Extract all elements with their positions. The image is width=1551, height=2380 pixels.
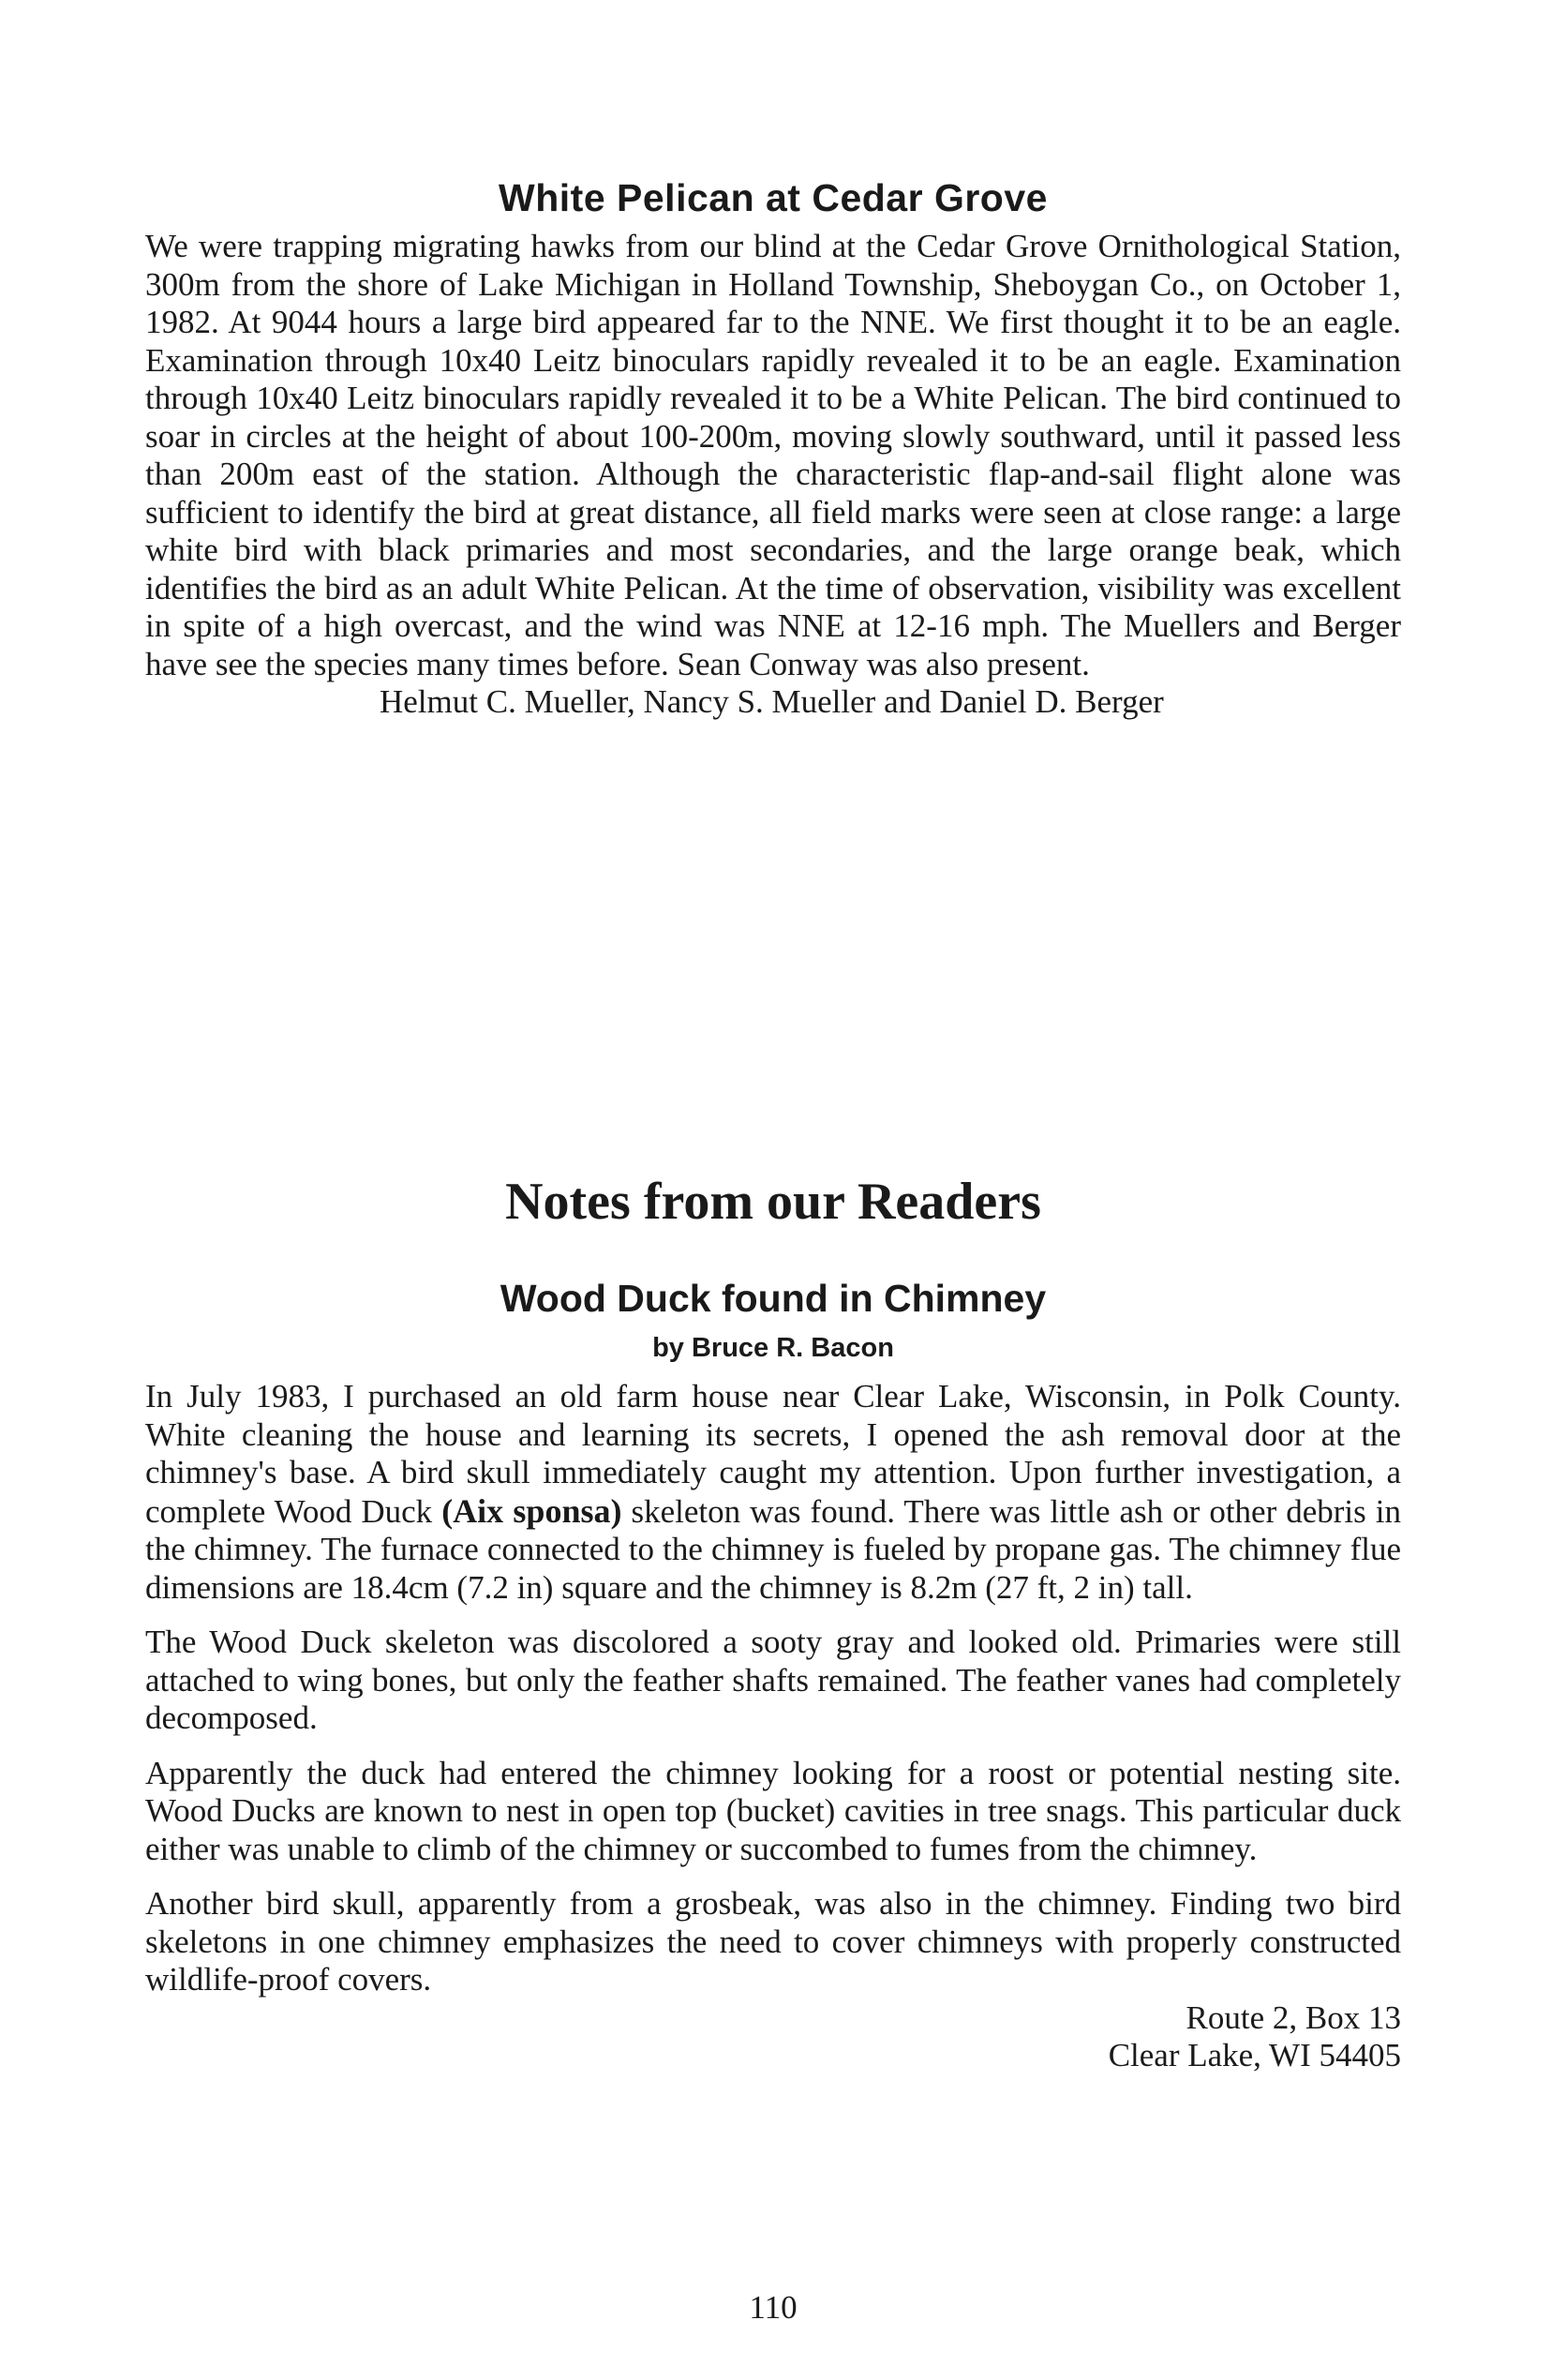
article-title-wood-duck: Wood Duck found in Chimney bbox=[500, 1277, 1047, 1320]
paragraph-1-text-start: In July 1983, I purchased an old farm house near Clear Lake, Wisconsin, in Polk County. White cleaning the house and learning its secrets, I opened the ash removal door at the chimney's base. A bird skull immediately caught my attention. Upon further investigation, a complete Wood Duck bbox=[145, 1378, 1401, 1530]
document-page bbox=[145, 0, 1401, 2380]
species-name: (Aix sponsa) bbox=[441, 1491, 622, 1530]
article-wood-duck bbox=[145, 1378, 1401, 2075]
article-body-white-pelican: We were trapping migrating hawks from our blind at the Cedar Grove Ornithological Station, 300m from the shore of Lake Michigan in Holland Township, Sheboygan Co., on October 1, 1982. At 9044 hours a large bird appeared far to the NNE. We first thought it to be an eagle. Examination through 10x40 Leitz binoculars rapidly revealed it to be an eagle. Examination through 10x40 Leitz binoculars rapidly revealed it to be a White Pelican. The bird continued to soar in circles at the height of about 100-200m, moving slowly southward, until it passed less than 200m east of the station. Although the characteristic flap-and-sail flight alone was sufficient to identify the bird at great distance, all field marks were seen at close range: a large white bird with black primaries and most secondaries, and the large orange beak, which identifies the bird as an adult White Pelican. At the time of observation, visibility was excellent in spite of a high overcast, and the wind was NNE at 12-16 mph. The Muellers and Berger have see the species many times before. Sean Conway was also present. bbox=[145, 228, 1401, 682]
article-title-white-pelican: White Pelican at Cedar Grove bbox=[499, 176, 1048, 219]
article-paragraph-1 bbox=[145, 1378, 1401, 1607]
article-signature: Helmut C. Mueller, Nancy S. Mueller and Daniel D. Berger bbox=[380, 683, 1164, 720]
article-byline: by Bruce R. Bacon bbox=[652, 1333, 894, 1363]
article-paragraph-2: The Wood Duck skeleton was discolored a sooty gray and looked old. Primaries were still attached to wing bones, but only the feather shafts remained. The feather vanes had completely decomposed. bbox=[145, 1624, 1401, 1736]
page-number: 110 bbox=[749, 2289, 798, 2326]
paragraph-1-text-end: skeleton was found. There was little ash or other debris in the chimney. The furnace connected to the chimney is fueled by propane gas. The chimney flue dimensions are 18.4cm (7.2 in) square and the chimney is 8.2m (27 ft, 2 in) tall. bbox=[145, 1492, 1401, 1606]
author-address-line-2: Clear Lake, WI 54405 bbox=[1108, 2037, 1401, 2073]
article-paragraph-3: Apparently the duck had entered the chimney looking for a roost or potential nesting site. Wood Ducks are known to nest in open top (bucket) cavities in tree snags. This particular duck either was unable to climb of the chimney or succombed to fumes from the chimney. bbox=[145, 1754, 1401, 1867]
article-paragraph-4: Another bird skull, apparently from a grosbeak, was also in the chimney. Finding two bird skeletons in one chimney emphasizes the need to cover chimneys with properly constructed wildlife-proof covers. bbox=[145, 1885, 1401, 1998]
section-title: Notes from our Readers bbox=[505, 1173, 1041, 1231]
author-address-line-1: Route 2, Box 13 bbox=[1186, 1998, 1401, 2036]
article-white-pelican bbox=[145, 228, 1401, 722]
